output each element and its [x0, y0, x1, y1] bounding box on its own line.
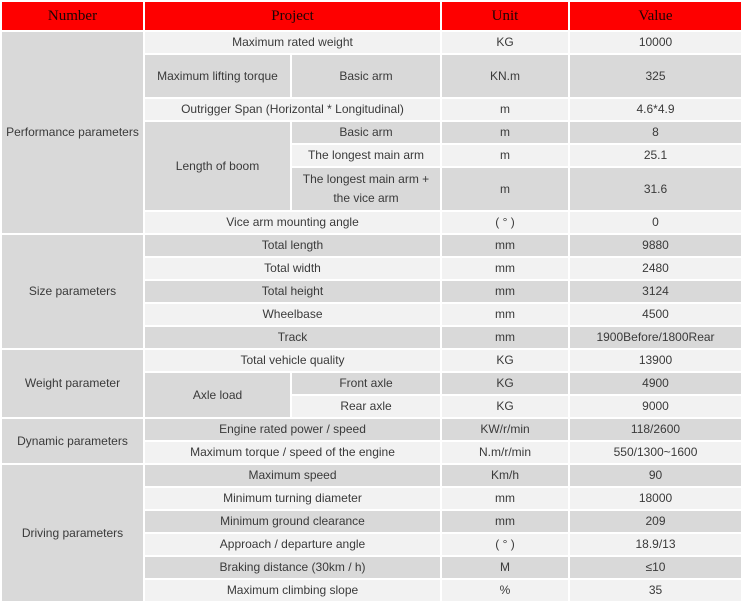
cell-project: Maximum speed [145, 465, 440, 486]
cell-value: 2480 [570, 258, 741, 279]
cell-value: 325 [570, 55, 741, 97]
cell-value: 9000 [570, 396, 741, 417]
section-label-dynamic: Dynamic parameters [2, 419, 143, 463]
cell-project: Track [145, 327, 440, 348]
cell-project: Vice arm mounting angle [145, 212, 440, 233]
cell-project: The longest main arm + the vice arm [292, 168, 440, 210]
cell-project: Maximum torque / speed of the engine [145, 442, 440, 463]
cell-unit: KG [442, 32, 568, 53]
cell-project: Basic arm [292, 55, 440, 97]
cell-value: ≤10 [570, 557, 741, 578]
cell-project: Total length [145, 235, 440, 256]
cell-unit: mm [442, 511, 568, 532]
cell-unit: mm [442, 488, 568, 509]
cell-value: 4500 [570, 304, 741, 325]
cell-unit: M [442, 557, 568, 578]
cell-unit: Km/h [442, 465, 568, 486]
cell-unit: KN.m [442, 55, 568, 97]
cell-project: Maximum climbing slope [145, 580, 440, 601]
cell-project: Total width [145, 258, 440, 279]
cell-project: Approach / departure angle [145, 534, 440, 555]
cell-project: Total vehicle quality [145, 350, 440, 371]
cell-project-group: Maximum lifting torque [145, 55, 290, 97]
cell-value: 10000 [570, 32, 741, 53]
cell-project: Engine rated power / speed [145, 419, 440, 440]
cell-value: 25.1 [570, 145, 741, 166]
table-row [2, 465, 741, 486]
cell-value: 1900Before/1800Rear [570, 327, 741, 348]
cell-unit: mm [442, 258, 568, 279]
column-header-value: Value [570, 2, 741, 30]
cell-unit: N.m/r/min [442, 442, 568, 463]
cell-value: 31.6 [570, 168, 741, 210]
cell-unit: m [442, 168, 568, 210]
cell-project: Minimum turning diameter [145, 488, 440, 509]
column-header-unit: Unit [442, 2, 568, 30]
cell-value: 4900 [570, 373, 741, 394]
cell-unit: mm [442, 235, 568, 256]
header-row [2, 2, 741, 30]
cell-value: 3124 [570, 281, 741, 302]
cell-unit: % [442, 580, 568, 601]
cell-unit: mm [442, 281, 568, 302]
cell-project: Outrigger Span (Horizontal * Longitudinal) [145, 99, 440, 120]
cell-value: 90 [570, 465, 741, 486]
cell-value: 18.9/13 [570, 534, 741, 555]
section-label-size: Size parameters [2, 235, 143, 348]
section-label-driving: Driving parameters [2, 465, 143, 601]
cell-project-group: Length of boom [145, 122, 290, 210]
table-row [2, 419, 741, 440]
cell-project: Wheelbase [145, 304, 440, 325]
cell-unit: m [442, 99, 568, 120]
cell-unit: ( ° ) [442, 534, 568, 555]
cell-value: 18000 [570, 488, 741, 509]
cell-unit: KG [442, 350, 568, 371]
cell-project: Maximum rated weight [145, 32, 440, 53]
cell-project-group: Axle load [145, 373, 290, 417]
cell-value: 550/1300~1600 [570, 442, 741, 463]
column-header-number: Number [2, 2, 143, 30]
cell-value: 9880 [570, 235, 741, 256]
cell-project: Front axle [292, 373, 440, 394]
cell-unit: KG [442, 396, 568, 417]
cell-project: Braking distance (30km / h) [145, 557, 440, 578]
column-header-project: Project [145, 2, 440, 30]
cell-unit: mm [442, 304, 568, 325]
cell-unit: mm [442, 327, 568, 348]
table-row [2, 350, 741, 371]
cell-unit: KG [442, 373, 568, 394]
cell-project: Total height [145, 281, 440, 302]
cell-unit: m [442, 145, 568, 166]
cell-project: Rear axle [292, 396, 440, 417]
cell-project: Minimum ground clearance [145, 511, 440, 532]
cell-value: 4.6*4.9 [570, 99, 741, 120]
cell-project: Basic arm [292, 122, 440, 143]
cell-value: 118/2600 [570, 419, 741, 440]
cell-unit: KW/r/min [442, 419, 568, 440]
cell-value: 209 [570, 511, 741, 532]
table-row [2, 235, 741, 256]
cell-value: 8 [570, 122, 741, 143]
cell-unit: ( ° ) [442, 212, 568, 233]
cell-project: The longest main arm [292, 145, 440, 166]
table-row [2, 32, 741, 53]
cell-value: 13900 [570, 350, 741, 371]
section-label-performance: Performance parameters [2, 32, 143, 233]
cell-value: 35 [570, 580, 741, 601]
cell-unit: m [442, 122, 568, 143]
cell-value: 0 [570, 212, 741, 233]
section-label-weight: Weight parameter [2, 350, 143, 417]
